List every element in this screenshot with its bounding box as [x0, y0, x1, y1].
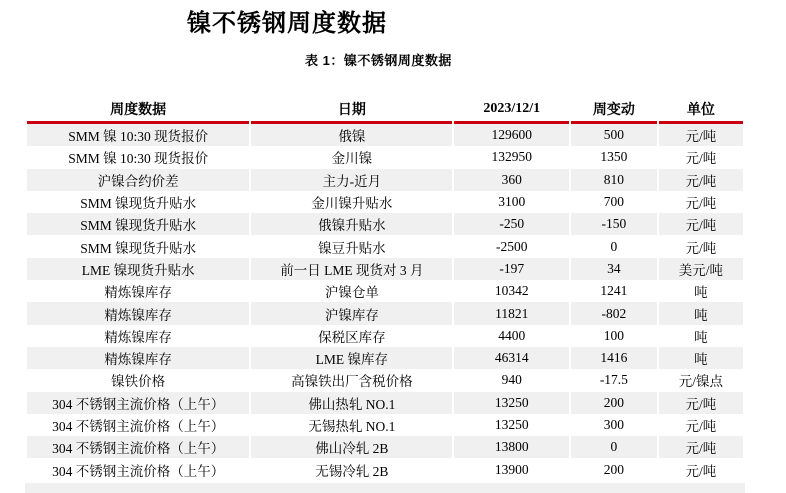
table-cell: 元/吨 — [685, 196, 717, 212]
table-cell: SMM 镍现货升贴水 — [80, 240, 197, 256]
table-cell: 34 — [571, 258, 657, 280]
table-cell: 主力-近月 — [251, 169, 452, 191]
table-cell: 吨 — [694, 285, 708, 301]
table-cell: 佛山冷轧 2B — [251, 436, 452, 458]
table-cell: 吨 — [694, 329, 708, 345]
table-cell: 元/吨 — [659, 436, 743, 458]
table-cell: 沪镍仓单 — [324, 285, 379, 301]
table-cell: -197 — [454, 258, 569, 280]
column-header-weekly-data: 周度数据 — [27, 97, 249, 124]
table-row — [27, 124, 743, 146]
table-cell: 304 不锈钢主流价格（上午） — [27, 392, 249, 414]
table-cell: LME 镍库存 — [251, 347, 452, 369]
table-row — [27, 436, 743, 458]
column-header-weekly-change: 周变动 — [571, 97, 657, 124]
table-cell: 高镍铁出厂含税价格 — [291, 374, 413, 390]
table-cell: 精炼镍库存 — [104, 285, 172, 301]
table-cell: 10342 — [494, 283, 529, 299]
table-cell: 前一日 LME 现货对 3 月 — [251, 258, 452, 280]
table-row — [27, 392, 743, 414]
table-cell: -17.5 — [599, 372, 628, 388]
table-row — [27, 369, 743, 391]
table-cell: 镍铁价格 — [111, 374, 166, 390]
table-cell: 100 — [603, 327, 624, 343]
table-header-row — [27, 97, 743, 124]
table-cell: 0 — [571, 436, 657, 458]
table-cell: 13250 — [494, 417, 529, 432]
table-cell: 940 — [501, 372, 522, 388]
table-row — [27, 325, 743, 347]
cutoff-partial-row — [25, 483, 745, 493]
table-cell: 美元/吨 — [659, 258, 743, 280]
table-cell: 200 — [603, 461, 624, 477]
table-row — [27, 191, 743, 213]
table-cell: 精炼镍库存 — [104, 329, 172, 345]
table-cell: 810 — [571, 169, 657, 191]
column-header-unit: 单位 — [659, 97, 743, 124]
table-cell: 精炼镍库存 — [27, 302, 249, 324]
table-cell: 13800 — [454, 436, 569, 458]
table-cell: 200 — [571, 392, 657, 414]
table-cell: 俄镍 — [251, 124, 452, 146]
weekly-data-table — [25, 97, 745, 481]
table-cell: 4400 — [498, 327, 526, 343]
table-cell: 元/吨 — [659, 213, 743, 235]
table-row — [27, 458, 743, 480]
table-cell: 佛山热轧 NO.1 — [251, 392, 452, 414]
table-cell: SMM 镍 10:30 现货报价 — [68, 151, 209, 167]
table-cell: 360 — [454, 169, 569, 191]
table-cell: 元/吨 — [685, 240, 717, 256]
table-cell: SMM 镍现货升贴水 — [80, 196, 197, 212]
table-cell: 吨 — [659, 347, 743, 369]
table-cell: 300 — [603, 417, 624, 432]
table-cell: SMM 镍 10:30 现货报价 — [27, 124, 249, 146]
column-header-date: 日期 — [251, 97, 452, 124]
table-row — [27, 280, 743, 302]
table-cell: -150 — [571, 213, 657, 235]
table-cell: 吨 — [659, 302, 743, 324]
table-cell: 1416 — [571, 347, 657, 369]
table-cell: 13250 — [454, 392, 569, 414]
table-cell: 元/吨 — [659, 169, 743, 191]
table-cell: 俄镍升贴水 — [251, 213, 452, 235]
table-cell: 1350 — [600, 149, 628, 165]
table-cell: -250 — [454, 213, 569, 235]
table-row — [27, 235, 743, 257]
table-cell: 金川镍 — [331, 151, 373, 167]
table-cell: 无锡热轧 NO.1 — [308, 419, 396, 434]
table-cell: 304 不锈钢主流价格（上午） — [52, 419, 225, 434]
table-cell: 元/吨 — [685, 151, 717, 167]
table-cell: -802 — [571, 302, 657, 324]
table-cell: 129600 — [454, 124, 569, 146]
table-cell: 元/吨 — [685, 419, 717, 434]
table-cell: 1241 — [600, 283, 628, 299]
table-body — [27, 124, 743, 481]
table-row — [27, 169, 743, 191]
column-header-value-date: 2023/12/1 — [454, 97, 569, 124]
table-cell: 元/吨 — [659, 392, 743, 414]
table-cell: 13900 — [494, 461, 529, 477]
table-cell: 无锡冷轧 2B — [315, 463, 389, 479]
table-cell: 3100 — [498, 194, 526, 210]
table-cell: 0 — [610, 238, 618, 254]
table-cell: 46314 — [454, 347, 569, 369]
table-cell: SMM 镍现货升贴水 — [27, 213, 249, 235]
table-cell: -2500 — [495, 238, 528, 254]
table-cell: 304 不锈钢主流价格（上午） — [52, 463, 225, 479]
table-cell: 500 — [571, 124, 657, 146]
table-row — [27, 258, 743, 280]
table-cell: 金川镍升贴水 — [311, 196, 393, 212]
table-cell: 沪镍库存 — [251, 302, 452, 324]
table-cell: 700 — [603, 194, 624, 210]
page-title: 镍不锈钢周度数据 — [187, 10, 387, 37]
table-cell: 保税区库存 — [318, 329, 386, 345]
table-cell: 沪镍合约价差 — [27, 169, 249, 191]
table-cell: LME 镍现货升贴水 — [27, 258, 249, 280]
table-row — [27, 414, 743, 436]
table-cell: 304 不锈钢主流价格（上午） — [27, 436, 249, 458]
table-cell: 镍豆升贴水 — [318, 240, 386, 256]
table-cell: 元/镍点 — [678, 374, 723, 390]
table-row — [27, 213, 743, 235]
table-cell: 11821 — [454, 302, 569, 324]
table-row — [27, 347, 743, 369]
table-cell: 元/吨 — [659, 124, 743, 146]
table-caption: 表 1：镍不锈钢周度数据 — [305, 53, 452, 68]
table-header — [27, 97, 743, 124]
table-row — [27, 302, 743, 324]
table-cell: 精炼镍库存 — [27, 347, 249, 369]
table-cell: 元/吨 — [685, 463, 717, 479]
table-row — [27, 146, 743, 168]
table-cell: 132950 — [491, 149, 532, 165]
